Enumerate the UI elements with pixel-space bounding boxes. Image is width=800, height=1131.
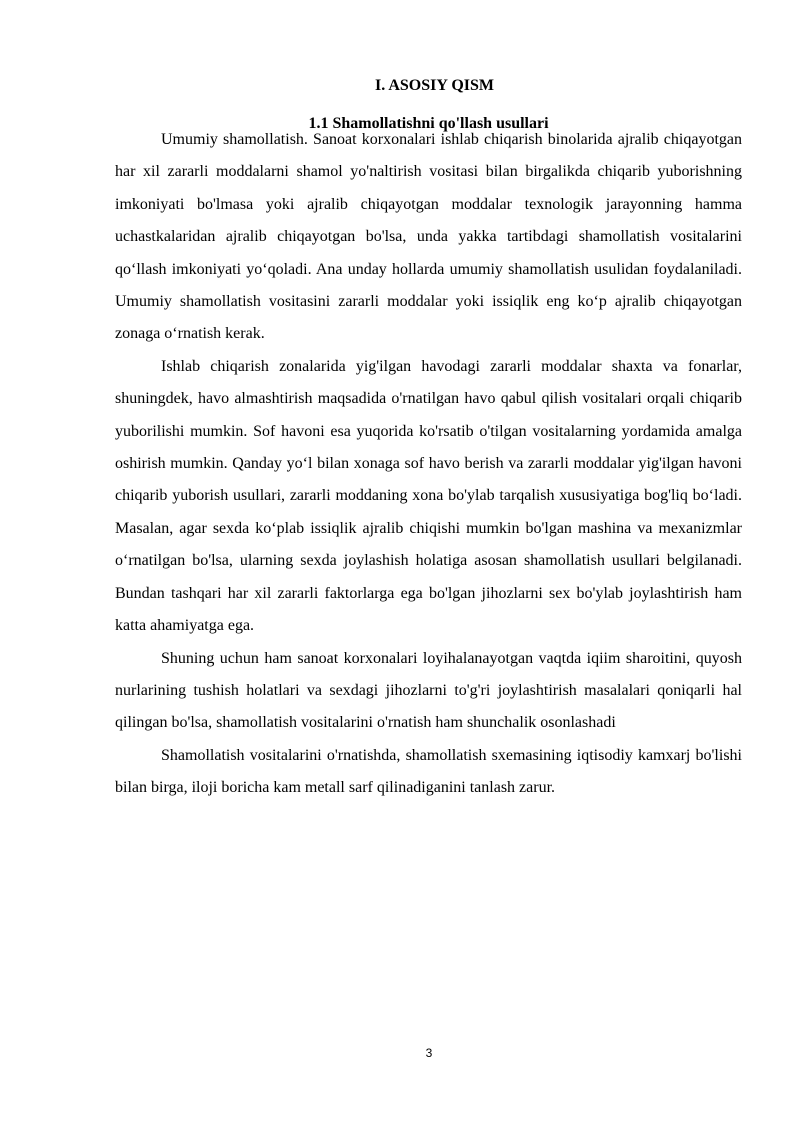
section-title: I. ASOSIY QISM: [375, 77, 494, 94]
paragraph-4: Shamollatish vositalarini o'rnatishda, shamollatish sxemasining iqtisodiy kamxarj bo'lishi bilan birga, iloji boricha kam metall sarf qilinadiganini tanlash zarur.: [115, 746, 742, 797]
paragraph-3: Shuning uchun ham sanoat korxonalari loyihalanayotgan vaqtda iqiim sharoitini, quyosh nurlarining tushish holatlari va sexdagi jihozlarni to'g'ri joylashtirish masalalari qoniqarli hal qilingan bo'lsa, shamollatish vositalarini o'rnatish ham shunchalik osonlashadi: [115, 649, 742, 732]
page-content: [115, 76, 742, 805]
paragraph-1: Umumiy shamollatish. Sanoat korxonalari ishlab chiqarish binolarida ajralib chiqayotgan har xil zararli moddalarni shamol yo'naltirish vositasi bilan birgalikda chiqarib yuborishning imkoniyati bo'lmasa yoki ajralib chiqayotgan moddalar texnologik jarayonning hamma uchastkalaridan ajralib chiqayotgan bo'lsa, unda yakka tartibdagi shamollatish vositalarini qo‘llash imkoniyati yo‘qoladi. Ana unday hollarda umumiy shamollatish usulidan foydalaniladi. Umumiy shamollatish vositasini zararli moddalar yoki issiqlik eng ko‘p ajralib chiqayotgan zonaga o‘rnatish kerak.: [115, 131, 742, 343]
subsection-title: 1.1 Shamollatishni qo'llash usullari: [308, 115, 549, 132]
paragraph-2: Ishlab chiqarish zonalarida yig'ilgan havodagi zararli moddalar shaxta va fonarlar, shuningdek, havo almashtirish maqsadida o'rnatilgan havo qabul qilish vositalari orqali chiqarib yuborilishi mumkin. Sof havoni esa yuqorida ko'rsatib o'tilgan vositalarning yordamida amalga oshirish mumkin. Qanday yo‘l bilan xonaga sof havo berish va zararli moddalar yig'ilgan havoni chiqarib yuborish usullari, zararli moddaning xona bo'ylab tarqalish xususiyatiga bog'liq bo‘ladi. Masalan, agar sexda ko‘plab issiqlik ajralib chiqishi mumkin bo'lgan mashina va mexanizmlar o‘rnatilgan bo'lsa, ularning sexda joylashish holatiga asosan shamollatish usullari belgilanadi. Bundan tashqari har xil zararli faktorlarga ega bo'lgan jihozlarni sex bo'ylab joylashtirish ham katta ahamiyatga ega.: [115, 357, 742, 635]
page-number: 3: [425, 1046, 433, 1060]
